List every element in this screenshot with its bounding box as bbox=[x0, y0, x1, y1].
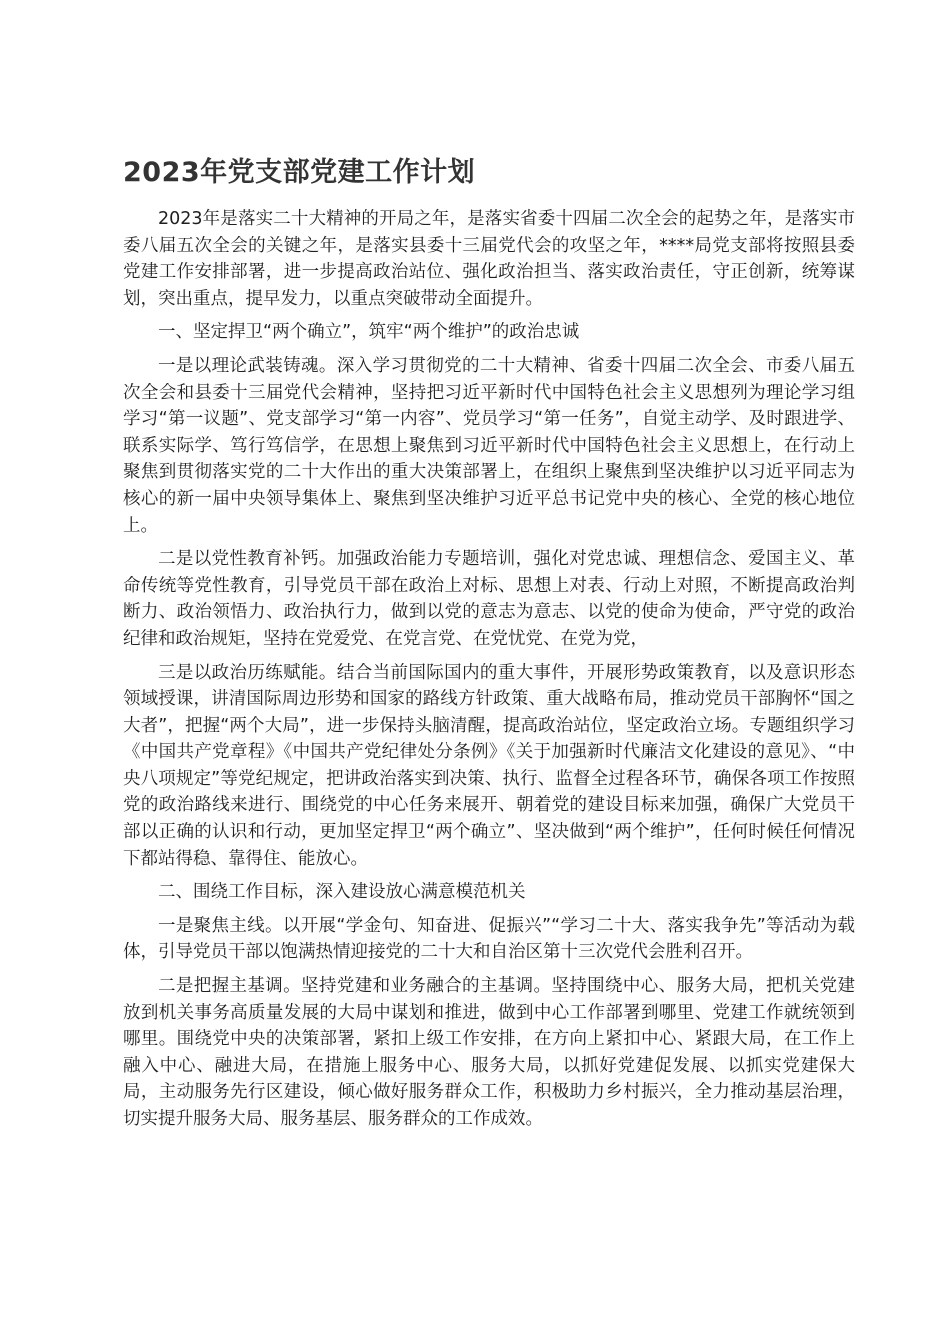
paragraph-theory: 一是以理论武装铸魂。深入学习贯彻党的二十大精神、省委十四届二次全会、市委八届五次全会和县委十三届党代会精神，坚持把习近平新时代中国特色社会主义思想列为理论学习组学习“第一议题”、党支部学习“第一内容”、党员学习“第一任务”，自觉主动学、及时跟进学、联系实际学、笃行笃信学，在思想上聚焦到习近平新时代中国特色社会主义思想上，在行动上聚焦到贯彻落实党的二十大作出的重大决策部署上，在组织上聚焦到坚决维护以习近平同志为核心的新一届中央领导集体上、聚焦到坚决维护习近平总书记党中央的核心、全党的核心地位上。 bbox=[123, 355, 855, 536]
intro-paragraph: 2023年是落实二十大精神的开局之年，是落实省委十四届二次全会的起势之年，是落实市委八届五次全会的关键之年，是落实县委十三届党代会的攻坚之年，****局党支部将按照县委党建工作安排部署，进一步提高政治站位、强化政治担当、落实政治责任，守正创新，统筹谋划，突出重点，提早发力，以重点突破带动全面提升。 bbox=[123, 209, 855, 309]
paragraph-political-training: 三是以政治历练赋能。结合当前国际国内的重大事件，开展形势政策教育，以及意识形态领域授课，讲清国际周边形势和国家的路线方针政策、重大战略布局，推动党员干部胸怀“国之大者”，把握“两个大局”，进一步保持头脑清醒，提高政治站位，坚定政治立场。专题组织学习《中国共产党章程》《中国共产党纪律处分条例》《关于加强新时代廉洁文化建设的意见》、“中央八项规定”等党纪规定，把讲政治落实到决策、执行、监督全过程各环节，确保各项工作按照党的政治路线来进行、围绕党的中心任务来展开、朝着党的建设目标来加强，确保广大党员干部以正确的认识和行动，更加坚定捍卫“两个确立”、坚决做到“两个维护”，任何时候任何情况下都站得稳、靠得住、能放心。 bbox=[123, 662, 855, 869]
paragraph-main-tone: 二是把握主基调。坚持党建和业务融合的主基调。坚持围绕中心、服务大局，把机关党建放到机关事务高质量发展的大局中谋划和推进，做到中心工作部署到哪里、党建工作就统领到哪里。围绕党中央的决策部署，紧扣上级工作安排，在方向上紧扣中心、紧跟大局，在工作上融入中心、融进大局，在措施上服务中心、服务大局，以抓好党建促发展、以抓实党建保大局，主动服务先行区建设，倾心做好服务群众工作，积极助力乡村振兴，全力推动基层治理，切实提升服务大局、服务基层、服务群众的工作成效。 bbox=[123, 976, 855, 1129]
paragraph-main-line: 一是聚焦主线。以开展“学金句、知奋进、促振兴”“学习二十大、落实我争先”等活动为载体，引导党员干部以饱满热情迎接党的二十大和自治区第十三次党代会胜利召开。 bbox=[123, 915, 855, 963]
document-page bbox=[123, 150, 855, 1140]
section-heading-1: 一、坚定捍卫“两个确立”，筑牢“两个维护”的政治忠诚 bbox=[158, 322, 580, 343]
document-title: 2023年党支部党建工作计划 bbox=[123, 157, 476, 188]
paragraph-party-education: 二是以党性教育补钙。加强政治能力专题培训，强化对党忠诚、理想信念、爱国主义、革命传统等党性教育，引导党员干部在政治上对标、思想上对表、行动上对照，不断提高政治判断力、政治领悟力、政治执行力，做到以党的意志为意志、以党的使命为使命，严守党的政治纪律和政治规矩，坚持在党爱党、在党言党、在党忧党、在党为党， bbox=[123, 549, 855, 649]
section-heading-2: 二、围绕工作目标，深入建设放心满意模范机关 bbox=[158, 882, 526, 903]
